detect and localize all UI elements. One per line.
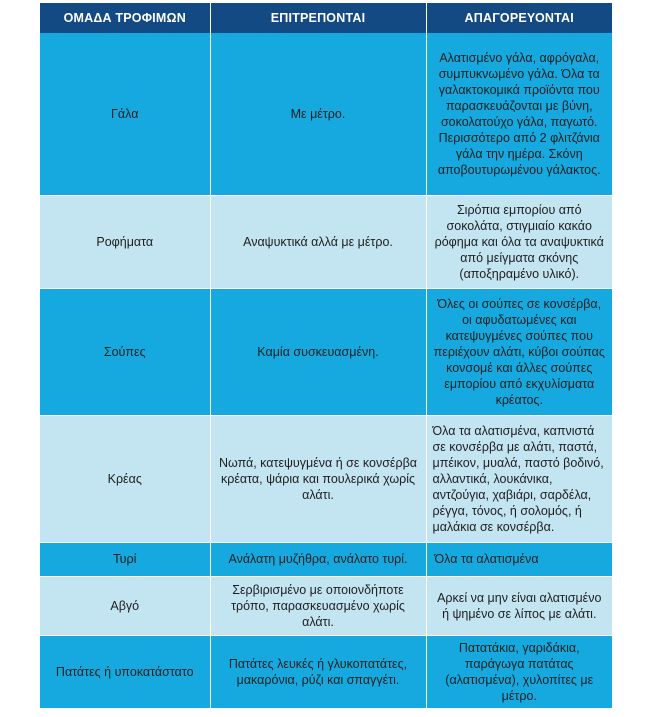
forbidden-cell: Αλατισμένο γάλα, αφρόγαλα, συμπυκνωμένο γάλα. Όλα τα γαλακτοκομικά προϊόντα που παρασκευάζονται με βύνη, σοκολατούχο γάλα, παγωτό. Περισσότερο από 2 φλιτζάνια γάλα την ημέρα. Σκόνη αποβουτυρωμένου γάλακτος. xyxy=(426,33,612,195)
forbidden-cell: Όλες οι σούπες σε κονσέρβα, οι αφυδατωμένες και κατεψυγμένες σούπες που περιέχουν αλάτι, κύβοι σούπας κονσομέ και άλλες σούπες εμπορίου από εκχυλίσματα κρέατος. xyxy=(426,288,612,415)
food-group-cell: Αβγό xyxy=(40,576,210,635)
forbidden-cell: Όλα τα αλατισμένα xyxy=(426,542,612,576)
header-forbidden: ΑΠΑΓΟΡΕΥΟΝΤΑΙ xyxy=(426,3,612,33)
forbidden-cell: Αρκεί να μην είναι αλατισμένο ή ψημένο σε λίπος με αλάτι. xyxy=(426,576,612,635)
forbidden-cell: Όλα τα αλατισμένα, καπνιστά σε κονσέρβα με αλάτι, παστά, μπέικον, μυαλά, παστό βοδινό, αλλαντικά, λουκάνικα, αντζούγια, χαβιάρι, σαρδέλα, ρέγγα, τόνος, ή σολομός, ή μαλάκια σε κονσέρβα. xyxy=(426,415,612,542)
food-group-cell: Πατάτες ή υποκατάστατο xyxy=(40,635,210,708)
food-group-cell: Κρέας xyxy=(40,415,210,542)
allowed-cell: Ανάλατη μυζήθρα, ανάλατο τυρί. xyxy=(210,542,426,576)
header-food-group: ΟΜΑΔΑ ΤΡΟΦΙΜΩΝ xyxy=(40,3,210,33)
table-row-egg xyxy=(40,576,612,635)
table-row-soups xyxy=(40,288,612,415)
food-group-cell: Γάλα xyxy=(40,33,210,195)
table-row-drinks xyxy=(40,195,612,288)
table-row-meat xyxy=(40,415,612,542)
allowed-cell: Καμία συσκευασμένη. xyxy=(210,288,426,415)
allowed-cell: Πατάτες λευκές ή γλυκοπατάτες, μακαρόνια, ρύζι και σπαγγέτι. xyxy=(210,635,426,708)
table-row-milk xyxy=(40,33,612,195)
allowed-cell: Αναψυκτικά αλλά με μέτρο. xyxy=(210,195,426,288)
forbidden-cell: Σιρόπια εμπορίου από σοκολάτα, στιγμιαίο κακάο ρόφημα και όλα τα αναψυκτικά από μείγματα σκόνης (αποξηραμένο υλικό). xyxy=(426,195,612,288)
food-groups-table xyxy=(40,3,612,709)
table-row-potatoes xyxy=(40,635,612,708)
allowed-cell: Με μέτρο. xyxy=(210,33,426,195)
food-group-cell: Τυρί xyxy=(40,542,210,576)
header-allowed: ΕΠΙΤΡΕΠΟΝΤΑΙ xyxy=(210,3,426,33)
allowed-cell: Σερβιρισμένο με οποιονδήποτε τρόπο, παρασκευασμένο χωρίς αλάτι. xyxy=(210,576,426,635)
food-group-cell: Σούπες xyxy=(40,288,210,415)
table-header-row xyxy=(40,3,612,33)
allowed-cell: Νωπά, κατεψυγμένα ή σε κονσέρβα κρέατα, ψάρια και πουλερικά χωρίς αλάτι. xyxy=(210,415,426,542)
food-group-cell: Ροφήματα xyxy=(40,195,210,288)
forbidden-cell: Πατατάκια, γαριδάκια, παράγωγα πατάτας (αλατισμένα), χυλοπίτες με μέτρο. xyxy=(426,635,612,708)
table-row-cheese xyxy=(40,542,612,576)
